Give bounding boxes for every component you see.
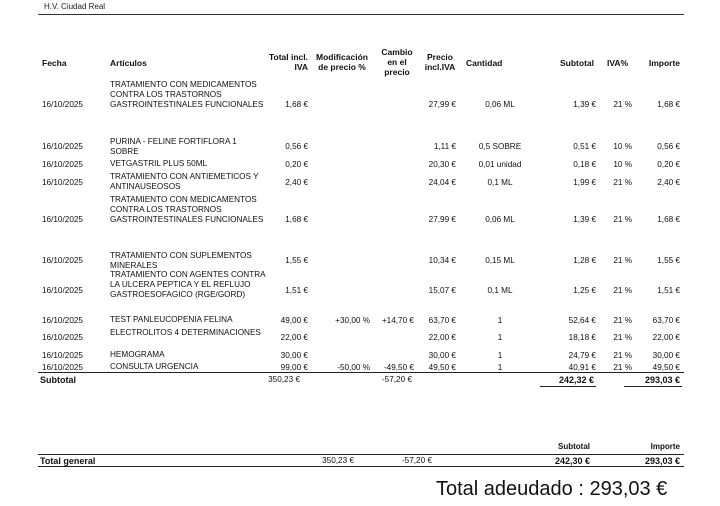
cell-subtotal: 1,28 €	[573, 256, 596, 265]
subtotal-cambio: -57,20 €	[381, 375, 412, 384]
table-row	[0, 270, 720, 312]
importe-underline	[624, 386, 682, 387]
cell-precio: 1,11 €	[433, 142, 456, 151]
cell-articulo: TRATAMIENTO CON MEDICAMENTOS CONTRA LOS TRASTORNOS GASTROINTESTINALES FUNCIONALES	[110, 195, 264, 224]
col-iva: IVA%	[607, 58, 629, 68]
table-row	[0, 251, 720, 271]
cell-articulo: TRATAMIENTO CON MEDICAMENTOS CONTRA LOS TRASTORNOS GASTROINTESTINALES FUNCIONALES	[110, 80, 264, 109]
cell-precio: 10,34 €	[428, 256, 456, 265]
cell-precio: 20,30 €	[428, 160, 456, 169]
cell-subtotal: 1,99 €	[573, 178, 596, 187]
cell-articulo: HEMOGRAMA	[110, 350, 165, 359]
col-modificacion: Modificación de precio %	[316, 52, 368, 72]
total-general-label: Total general	[40, 456, 96, 466]
total-header-subtotal: Subtotal	[558, 442, 590, 451]
cell-importe: 49,50 €	[652, 363, 680, 372]
cell-importe: 22,00 €	[652, 333, 680, 342]
subtotal-divider	[38, 372, 684, 373]
table-row	[0, 328, 720, 348]
cell-cantidad: 0,1 ML	[487, 178, 513, 187]
cell-iva: 21 %	[613, 178, 632, 187]
subtotal-subtotal: 242,32 €	[558, 375, 594, 385]
cell-iva: 21 %	[613, 100, 632, 109]
cell-precio: 63,70 €	[428, 316, 456, 325]
cell-fecha: 16/10/2025	[42, 142, 83, 151]
subtotal-underline	[540, 386, 596, 387]
total-general-cambio: -57,20 €	[401, 456, 432, 465]
cell-total: 1,68 €	[285, 100, 308, 109]
cell-fecha: 16/10/2025	[42, 100, 83, 109]
col-fecha: Fecha	[42, 58, 67, 68]
total-adeudado: Total adeudado : 293,03 €	[436, 478, 668, 500]
cell-articulo: ELECTROLITOS 4 DETERMINACIONES	[110, 328, 261, 337]
subtotal-importe: 293,03 €	[644, 375, 680, 385]
cell-fecha: 16/10/2025	[42, 160, 83, 169]
table-row	[0, 137, 720, 157]
cell-fecha: 16/10/2025	[42, 363, 83, 372]
cell-subtotal: 1,39 €	[573, 100, 596, 109]
cell-cambio: -49,50 €	[383, 363, 414, 372]
cell-iva: 10 %	[613, 160, 632, 169]
total-header-importe: Importe	[650, 442, 680, 451]
cell-iva: 21 %	[613, 333, 632, 342]
cell-total: 30,00 €	[280, 351, 308, 360]
subtotal-label: Subtotal	[40, 375, 76, 385]
cell-iva: 21 %	[613, 363, 632, 372]
cell-cantidad: 0,01 unidad	[478, 160, 522, 169]
cell-precio: 27,99 €	[428, 100, 456, 109]
total-general-importe: 293,03 €	[644, 456, 680, 466]
cell-total: 1,51 €	[285, 286, 308, 295]
cell-cantidad: 0,1 ML	[487, 286, 513, 295]
cell-precio: 30,00 €	[428, 351, 456, 360]
cell-iva: 21 %	[613, 286, 632, 295]
total-general-bottom-divider	[38, 466, 684, 467]
col-total-incl-iva: Total incl. IVA	[268, 52, 308, 72]
cell-total: 49,00 €	[280, 316, 308, 325]
cell-importe: 1,68 €	[657, 215, 680, 224]
col-cambio: Cambio en el precio	[381, 47, 413, 77]
cell-fecha: 16/10/2025	[42, 333, 83, 342]
total-general-top-divider	[38, 454, 684, 455]
cell-fecha: 16/10/2025	[42, 178, 83, 187]
cell-iva: 21 %	[613, 316, 632, 325]
table-row	[0, 80, 720, 130]
cell-importe: 2,40 €	[657, 178, 680, 187]
cell-importe: 1,51 €	[657, 286, 680, 295]
cell-modif: -50,00 %	[337, 363, 370, 372]
cell-iva: 10 %	[613, 142, 632, 151]
cell-subtotal: 1,25 €	[573, 286, 596, 295]
cell-importe: 63,70 €	[652, 316, 680, 325]
cell-cantidad: 1	[497, 351, 503, 360]
cell-total: 1,68 €	[285, 215, 308, 224]
cell-modif: +30,00 %	[335, 316, 370, 325]
cell-iva: 21 %	[613, 215, 632, 224]
cell-subtotal: 52,64 €	[568, 316, 596, 325]
cell-importe: 0,56 €	[657, 142, 680, 151]
cell-precio: 49,50 €	[428, 363, 456, 372]
cell-importe: 0,20 €	[657, 160, 680, 169]
total-general-subtotal: 242,30 €	[554, 456, 590, 466]
cell-articulo: VETGASTRIL PLUS 50ML	[110, 159, 208, 168]
header-divider	[38, 14, 684, 15]
cell-precio: 27,99 €	[428, 215, 456, 224]
cell-articulo: TRATAMIENTO CON AGENTES CONTRA LA ULCERA PEPTICA Y EL REFLUJO GASTROESOFAGICO (RGE/GORD)	[110, 270, 266, 299]
table-row	[0, 172, 720, 194]
cell-cantidad: 0,5 SOBRE	[478, 142, 522, 151]
cell-articulo: TEST PANLEUCOPENIA FELINA	[110, 315, 233, 324]
table-row	[0, 315, 720, 327]
cell-precio: 24,04 €	[428, 178, 456, 187]
table-row	[0, 195, 720, 245]
cell-precio: 15,07 €	[428, 286, 456, 295]
cell-iva: 21 %	[613, 256, 632, 265]
cell-cantidad: 0,06 ML	[485, 215, 515, 224]
cell-subtotal: 0,51 €	[573, 142, 596, 151]
cell-subtotal: 18,18 €	[568, 333, 596, 342]
cell-cantidad: 0,06 ML	[485, 100, 515, 109]
col-articulos: Artículos	[110, 58, 147, 68]
total-general-total: 350,23 €	[322, 456, 354, 465]
cell-iva: 21 %	[613, 351, 632, 360]
cell-cantidad: 1	[497, 363, 503, 372]
cell-subtotal: 24,79 €	[568, 351, 596, 360]
cell-fecha: 16/10/2025	[42, 215, 83, 224]
cell-articulo: TRATAMIENTO CON SUPLEMENTOS MINERALES	[110, 251, 252, 270]
cell-precio: 22,00 €	[428, 333, 456, 342]
cell-total: 0,20 €	[285, 160, 308, 169]
cell-cantidad: 1	[497, 333, 503, 342]
col-cantidad: Cantidad	[466, 58, 503, 68]
cell-total: 1,55 €	[285, 256, 308, 265]
cell-fecha: 16/10/2025	[42, 316, 83, 325]
cell-cantidad: 0,15 ML	[485, 256, 515, 265]
cell-subtotal: 40,91 €	[568, 363, 596, 372]
clinic-name: H.V. Ciudad Real	[44, 2, 106, 11]
cell-subtotal: 1,39 €	[573, 215, 596, 224]
cell-importe: 1,55 €	[657, 256, 680, 265]
col-precio: Precio incl.IVA	[424, 52, 456, 72]
cell-fecha: 16/10/2025	[42, 286, 83, 295]
cell-fecha: 16/10/2025	[42, 351, 83, 360]
cell-total: 22,00 €	[280, 333, 308, 342]
col-importe: Importe	[648, 58, 680, 68]
cell-total: 99,00 €	[280, 363, 308, 372]
subtotal-total: 350,23 €	[268, 375, 300, 384]
cell-articulo: TRATAMIENTO CON ANTIEMETICOS Y ANTINAUSEOSOS	[110, 172, 259, 191]
table-row	[0, 350, 720, 362]
cell-articulo: CONSULTA URGENCIA	[110, 362, 199, 371]
cell-cantidad: 1	[497, 316, 503, 325]
cell-articulo: PURINA - FELINE FORTIFLORA 1 SOBRE	[110, 137, 237, 156]
cell-importe: 30,00 €	[652, 351, 680, 360]
cell-fecha: 16/10/2025	[42, 256, 83, 265]
cell-cambio: +14,70 €	[381, 316, 414, 325]
cell-subtotal: 0,18 €	[573, 160, 596, 169]
cell-total: 0,56 €	[285, 142, 308, 151]
cell-importe: 1,68 €	[657, 100, 680, 109]
cell-total: 2,40 €	[285, 178, 308, 187]
col-subtotal: Subtotal	[560, 58, 594, 68]
table-row	[0, 159, 720, 171]
